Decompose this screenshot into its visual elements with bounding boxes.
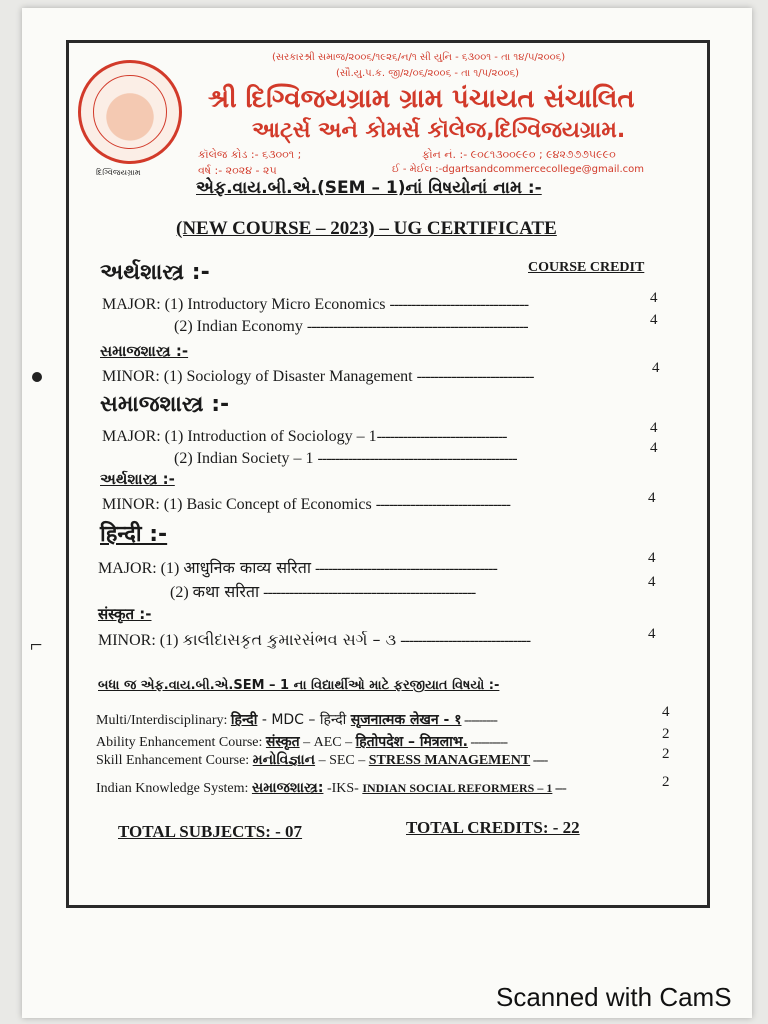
college-seal-logo (78, 60, 182, 164)
credit-value: 4 (648, 490, 656, 506)
credit-value: 4 (650, 312, 658, 328)
credit-value: 2 (662, 774, 670, 790)
subject-line: MINOR: (1) Sociology of Disaster Management --------------------------- (102, 368, 534, 385)
section-heading: हिन्दी :- (100, 522, 168, 547)
subjects-heading: એફ.વાય.બી.એ.(SEM – 1)નાં વિષયોનાં નામ :- (196, 178, 542, 198)
section-heading: અર્થશાસ્ત્ર :- (100, 260, 210, 285)
credit-value: 4 (648, 626, 656, 642)
phone-number: ફોન નં. :- ૯૦૮૧૩૦૦૯૯૦ ; ૯૪૨૭૭૭૫૯૯૦ (422, 148, 616, 161)
credit-value: 4 (650, 420, 658, 436)
registration-line-1: (સરકારશ્રી સમાજ/૨૦૦૬/૧૯૨૬/ન/૧ સી યુનિ - ૬૩૦૦૧ - તા ૧૪/૫/૨૦૦૬) (272, 52, 566, 63)
subject-line: MINOR: (1) Basic Concept of Economics ------------------------------- (102, 496, 510, 513)
course-credit-label: COURSE CREDIT (528, 260, 645, 275)
academic-year: વર્ષ :- ૨૦૨૪ - ૨૫ (198, 164, 277, 177)
college-title-line-2: આર્ટ્સ અને કોમર્સ કૉલેજ,દિગ્વિજયગ્રામ. (252, 118, 626, 143)
compulsory-row: Indian Knowledge System: સમાજશાસ્ત્ર: -IKS- INDIAN SOCIAL REFORMERS – 1 --- (96, 780, 566, 796)
total-subjects: TOTAL SUBJECTS: - 07 (118, 822, 303, 841)
subject-line: MINOR: (1) કાલીદાસકૃત કુમારસંભવ સર્ગ – ૩ ------------------------------ (98, 630, 531, 649)
credit-value: 4 (648, 574, 656, 590)
subject-line: (2) Indian Economy --------------------------------------------------- (174, 318, 528, 335)
subject-line: MAJOR: (1) आधुनिक काव्य सरिता ------------------------------------------ (98, 558, 497, 577)
subject-line: (2) कथा सरिता ------------------------------------------------- (170, 582, 476, 601)
college-title-line-1: શ્રી દિગ્વિજયગ્રામ ગ્રામ પંચાયત સંચાલિત (208, 84, 635, 114)
section-heading: અર્થશાસ્ત્ર :- (100, 470, 175, 488)
seal-caption: દિગ્વિજયગ્રામ (96, 168, 141, 177)
subject-line: MAJOR: (1) Introduction of Sociology – 1------------------------------ (102, 428, 507, 445)
course-heading: (NEW COURSE – 2023) – UG CERTIFICATE (176, 218, 557, 239)
subject-line: (2) Indian Society – 1 ---------------------------------------------- (174, 450, 517, 467)
total-credits: TOTAL CREDITS: - 22 (406, 818, 580, 837)
email-address: ઈ - મેઈલ :-dgartsandcommercecollege@gmail.com (392, 164, 644, 175)
credit-value: 4 (650, 290, 658, 306)
credit-value: 4 (662, 704, 670, 720)
credit-value: 4 (650, 440, 658, 456)
punch-hole-mark: ⌐ (30, 632, 43, 657)
credit-value: 4 (648, 550, 656, 566)
section-heading: સમાજશાસ્ત્ર :- (100, 342, 189, 360)
subject-line: MAJOR: (1) Introductory Micro Economics -------------------------------- (102, 296, 529, 313)
compulsory-row: Ability Enhancement Course: संस्कृत – AEC – हितोपदेश – मित्रलाभ. ---------- (96, 734, 508, 750)
scanner-watermark: Scanned with CamS (496, 982, 732, 1012)
credit-value: 2 (662, 726, 670, 742)
credit-value: 4 (652, 360, 660, 376)
registration-line-2: (સૌ.યુ.પ.ક. જી/૨/૦૬/૨૦૦૬ - તા ૧/૫/૨૦૦૬) (336, 68, 520, 79)
college-code: કૉલેજ કોડ :- ૬૩૦૦૧ ; (198, 148, 302, 161)
section-heading: संस्कृत :- (98, 605, 152, 623)
punch-hole-mark (32, 372, 42, 382)
compulsory-row: Skill Enhancement Course: મનોવિજ્ઞાન – SEC – STRESS MANAGEMENT ---- (96, 752, 548, 768)
compulsory-row: Multi/Interdisciplinary: हिन्दी - MDC – हिन्दी सृजनात्मक लेखन - १ --------- (96, 712, 497, 728)
section-heading: સમાજશાસ્ત્ર :- (100, 392, 230, 417)
credit-value: 2 (662, 746, 670, 762)
compulsory-heading: બધા જ એફ.વાય.બી.એ.SEM – 1 ના વિદ્યાર્થીઓ માટે ફરજીયાત વિષયો :- (98, 678, 500, 693)
